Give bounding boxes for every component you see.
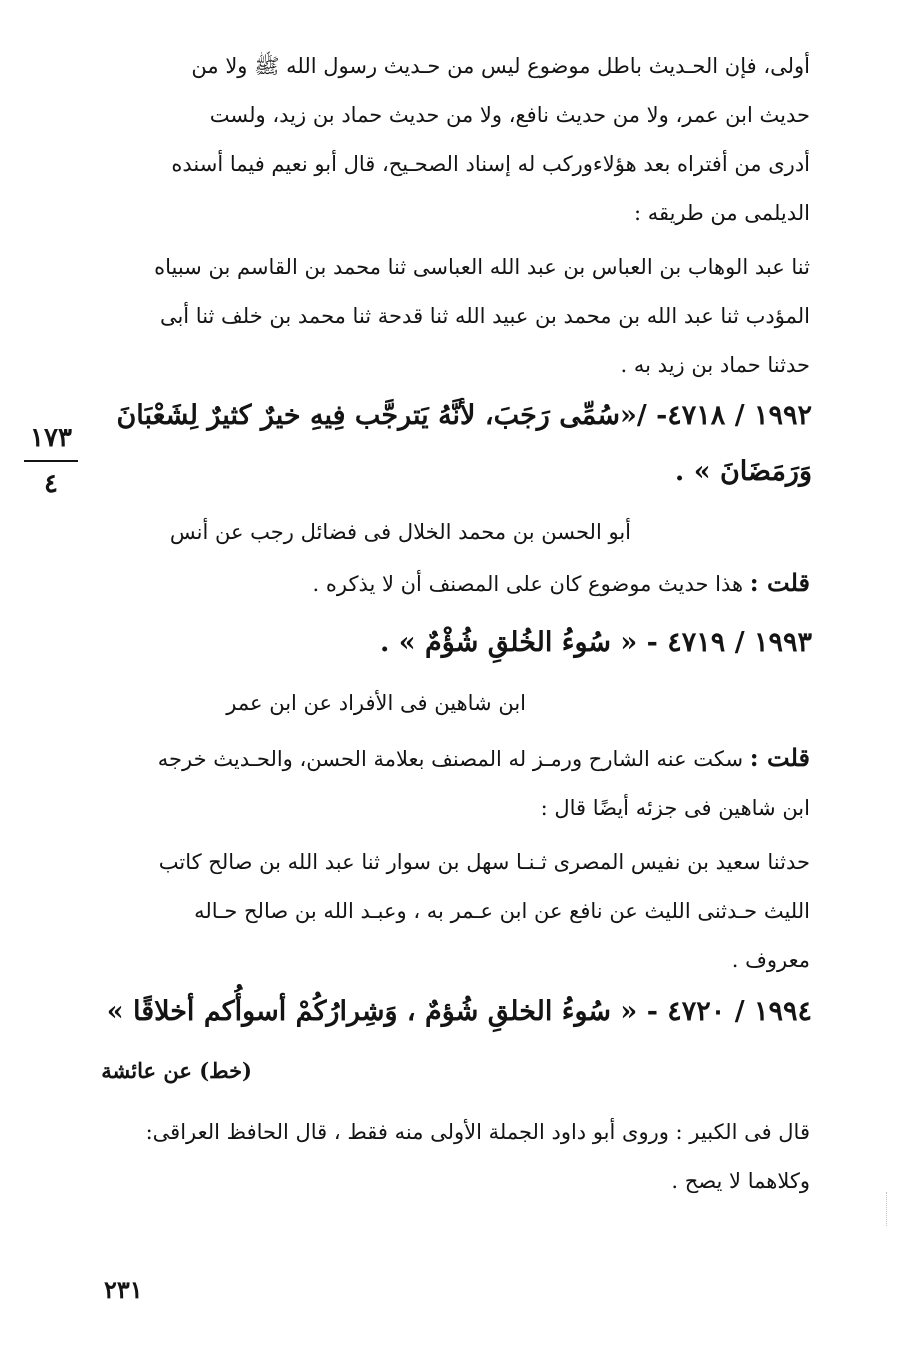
hadith-line: ١٩٩٤ / ٤٧٢٠ - « سُوءُ الخلقِ شُؤمٌ ، وَشِرارُكُمْ أسوأُكم أخلاقًا » xyxy=(106,996,812,1027)
text-line: المؤدب ثنا عبد الله بن محمد بن عبيد الله ثنا قدحة ثنا محمد بن خلف ثنا أبى xyxy=(159,304,810,328)
text-line: الديلمى من طريقه : xyxy=(633,201,810,225)
paragraph-isnad-1 xyxy=(106,243,810,390)
text-line: ثنا عبد الوهاب بن العباس بن عبد الله العباسى ثنا محمد بن القاسم بن سبياه xyxy=(154,255,810,279)
text-line xyxy=(106,733,810,784)
hadith-1994 xyxy=(100,984,812,1040)
hadith-1993 xyxy=(100,615,812,671)
text-line: حدثنا سعيد بن نفيس المصرى ثـنـا سهل بن سوار ثنا عبد الله بن صالح كاتب xyxy=(158,850,810,874)
paragraph-isnad-2 xyxy=(106,838,810,985)
comment-lead: قلت : xyxy=(749,568,810,597)
hadith-line: وَرَمَضَانَ » . xyxy=(674,456,812,487)
text-line: حديث ابن عمر، ولا من حديث نافع، ولا من حديث حماد بن زيد، ولست xyxy=(209,103,810,127)
paragraph-4 xyxy=(106,1108,810,1206)
margin-note xyxy=(22,420,80,502)
comment-text: هذا حديث موضوع كان على المصنف أن لا يذكره . xyxy=(312,572,750,596)
source-2: ابن شاهين فى الأفراد عن ابن عمر xyxy=(226,691,526,715)
text-line: وكلاهما لا يصح . xyxy=(671,1169,810,1193)
text-line: أدرى من أفتراه بعد هؤلاءوركب له إسناد الصحـيح، قال أبو نعيم فيما أسنده xyxy=(171,152,810,176)
paragraph-1 xyxy=(106,42,810,238)
text-line: ابن شاهين فى جزئه أيضًا قال : xyxy=(540,796,810,820)
scan-speck xyxy=(886,1192,890,1226)
text-line: قال فى الكبير : وروى أبو داود الجملة الأولى منه فقط ، قال الحافظ العراقى: xyxy=(145,1120,810,1144)
hadith-line: ١٩٩٢ / ٤٧١٨- /«سُمِّى رَجَبَ، لأنَّهُ يَترجَّب فِيهِ خيرٌ كثيرٌ لِشَعْبَانَ xyxy=(116,400,812,431)
comment-text: سكت عنه الشارح ورمـز له المصنف بعلامة الحسن، والحـديث خرجه xyxy=(157,747,750,771)
margin-note-top: ١٧٣ xyxy=(30,423,72,453)
hadith-line: ١٩٩٣ / ٤٧١٩ - « سُوءُ الخُلقِ شُؤْمٌ » . xyxy=(379,627,812,658)
text-line: الليث حـدثنى الليث عن نافع عن ابن عـمر به ، وعبـد الله بن صالح حـاله xyxy=(194,899,810,923)
page-number: ٢٣١ xyxy=(104,1275,143,1304)
comment-2 xyxy=(106,733,810,833)
text-line: حدثنا حماد بن زيد به . xyxy=(620,353,810,377)
text-line: أولى، فإن الحـديث باطل موضوع ليس من حـديث رسول الله ﷺ ولا من xyxy=(191,54,810,78)
comment-lead: قلت : xyxy=(749,743,810,772)
hadith-1992 xyxy=(100,388,812,500)
source-3: (خط) عن عائشة xyxy=(101,1058,252,1083)
text-line: معروف . xyxy=(731,948,810,972)
margin-note-rule xyxy=(24,460,78,462)
margin-note-bottom: ٤ xyxy=(44,469,58,499)
comment-1 xyxy=(313,563,811,604)
source-1: أبو الحسن بن محمد الخلال فى فضائل رجب عن أنس xyxy=(169,520,631,544)
